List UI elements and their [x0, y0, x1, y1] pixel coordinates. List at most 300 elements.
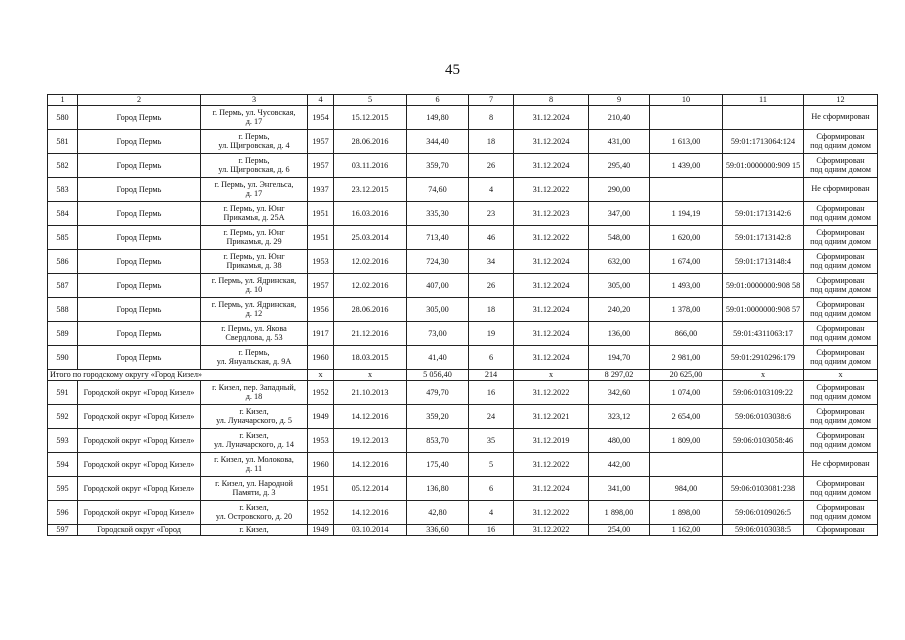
total-value: x [308, 370, 334, 381]
plot-status [804, 130, 878, 154]
address [201, 429, 308, 453]
cell-line: Сформирован [816, 347, 865, 357]
recognition-date: 19.12.2013 [334, 429, 407, 453]
planned-date: 31.12.2024 [514, 477, 589, 501]
area: 713,40 [407, 226, 469, 250]
cell-line: д. 10 [245, 284, 263, 294]
column-number: 11 [723, 95, 804, 106]
value-9: 240,20 [589, 298, 650, 322]
cell-line: ул. Островского, д. 20 [215, 511, 293, 521]
residents: 19 [469, 322, 514, 346]
cell-line: Сформирован [816, 406, 865, 416]
plot-status [804, 429, 878, 453]
row-number: 588 [48, 298, 78, 322]
cell-line: Прикамья, д. 38 [226, 260, 282, 270]
value-9: 1 898,00 [589, 501, 650, 525]
cadastral-number [723, 106, 804, 130]
cell-line: г. Пермь, ул. Энгельса, [214, 179, 294, 189]
table-row [48, 322, 878, 346]
row-number: 591 [48, 381, 78, 405]
cell-line: под одним домом [810, 212, 871, 222]
column-number: 1 [48, 95, 78, 106]
residents: 16 [469, 381, 514, 405]
build-year: 1937 [308, 178, 334, 202]
row-number: 595 [48, 477, 78, 501]
cell-line: Сформирован [816, 251, 865, 261]
plot-status [804, 405, 878, 429]
build-year: 1957 [308, 274, 334, 298]
cell-line: Памяти, д. 3 [232, 487, 276, 497]
cell-line: Сформирован [816, 275, 865, 285]
planned-date: 31.12.2022 [514, 501, 589, 525]
cell-line: Прикамья, д. 29 [226, 236, 282, 246]
value-9: 323,12 [589, 405, 650, 429]
planned-date: 31.12.2024 [514, 250, 589, 274]
table-row [48, 202, 878, 226]
area: 305,00 [407, 298, 469, 322]
area: 74,60 [407, 178, 469, 202]
cadastral-number: 59:06:0103109:22 [723, 381, 804, 405]
cadastral-number: 59:06:0103038:6 [723, 405, 804, 429]
column-number: 7 [469, 95, 514, 106]
municipality: Город Пермь [78, 250, 201, 274]
residents: 34 [469, 250, 514, 274]
table-cell: 336,60 [407, 525, 469, 536]
table-cell: 1949 [308, 525, 334, 536]
value-10: 1 074,00 [650, 381, 723, 405]
recognition-date: 14.12.2016 [334, 405, 407, 429]
municipality: Городской округ «Город Кизел» [78, 429, 201, 453]
address [201, 501, 308, 525]
recognition-date: 28.06.2016 [334, 298, 407, 322]
column-number: 2 [78, 95, 201, 106]
row-number: 592 [48, 405, 78, 429]
table-row [48, 130, 878, 154]
table-row [48, 525, 878, 536]
total-value: 8 297,02 [589, 370, 650, 381]
row-number: 586 [48, 250, 78, 274]
value-9: 548,00 [589, 226, 650, 250]
table-row [48, 429, 878, 453]
table-cell: г. Кизел, [201, 525, 308, 536]
residents: 4 [469, 501, 514, 525]
recognition-date: 14.12.2016 [334, 501, 407, 525]
residents: 46 [469, 226, 514, 250]
value-9: 210,40 [589, 106, 650, 130]
address [201, 322, 308, 346]
cadastral-number: 59:06:0103081:238 [723, 477, 804, 501]
cell-line: Сформирован [816, 203, 865, 213]
table-row [48, 346, 878, 370]
table-row [48, 154, 878, 178]
table-cell: Городской округ «Город [78, 525, 201, 536]
table-row [48, 250, 878, 274]
plot-status [804, 381, 878, 405]
residents: 6 [469, 346, 514, 370]
address [201, 346, 308, 370]
cell-line: ул. Луначарского, д. 5 [216, 415, 292, 425]
planned-date: 31.12.2021 [514, 405, 589, 429]
table-cell: 31.12.2022 [514, 525, 589, 536]
table-cell: 597 [48, 525, 78, 536]
address [201, 274, 308, 298]
cell-line: г. Пермь, ул. Юнг [223, 203, 285, 213]
cell-line: д. 12 [245, 308, 263, 318]
value-9: 442,00 [589, 453, 650, 477]
cell-line: под одним домом [810, 140, 871, 150]
cell-line: г. Пермь, ул. Юнг [223, 227, 285, 237]
area: 175,40 [407, 453, 469, 477]
address [201, 453, 308, 477]
row-number: 582 [48, 154, 78, 178]
value-10: 866,00 [650, 322, 723, 346]
build-year: 1951 [308, 226, 334, 250]
cell-line: под одним домом [810, 391, 871, 401]
build-year: 1957 [308, 154, 334, 178]
address [201, 178, 308, 202]
table-row [48, 106, 878, 130]
residents: 18 [469, 298, 514, 322]
cadastral-number: 59:01:4311063:17 [723, 322, 804, 346]
cell-line: ул. Луначарского, д. 14 [214, 439, 294, 449]
planned-date: 31.12.2019 [514, 429, 589, 453]
residents: 8 [469, 106, 514, 130]
column-number: 12 [804, 95, 878, 106]
row-number: 583 [48, 178, 78, 202]
table-row [48, 381, 878, 405]
cell-line: под одним домом [810, 308, 871, 318]
residents: 26 [469, 274, 514, 298]
cadastral-number: 59:01:1713148:4 [723, 250, 804, 274]
cell-line: Прикамья, д. 25А [223, 212, 285, 222]
build-year: 1951 [308, 202, 334, 226]
residents: 4 [469, 178, 514, 202]
municipality: Город Пермь [78, 130, 201, 154]
table-row [48, 405, 878, 429]
plot-status [804, 202, 878, 226]
build-year: 1953 [308, 250, 334, 274]
value-10: 1 613,00 [650, 130, 723, 154]
build-year: 1952 [308, 381, 334, 405]
municipality: Город Пермь [78, 154, 201, 178]
column-number-row [48, 95, 878, 106]
address [201, 381, 308, 405]
value-10: 1 898,00 [650, 501, 723, 525]
total-row [48, 370, 878, 381]
row-number: 584 [48, 202, 78, 226]
build-year: 1953 [308, 429, 334, 453]
value-10 [650, 453, 723, 477]
total-value: x [723, 370, 804, 381]
value-10: 1 194,19 [650, 202, 723, 226]
housing-register-table [47, 94, 878, 536]
total-value: x [334, 370, 407, 381]
value-10 [650, 178, 723, 202]
cell-line: ул. Щигровская, д. 4 [218, 140, 290, 150]
area: 335,30 [407, 202, 469, 226]
plot-status [804, 346, 878, 370]
area: 136,80 [407, 477, 469, 501]
cell-line: г. Кизел, ул. Народной [215, 478, 293, 488]
build-year: 1954 [308, 106, 334, 130]
planned-date: 31.12.2024 [514, 106, 589, 130]
residents: 6 [469, 477, 514, 501]
area: 149,80 [407, 106, 469, 130]
table-row [48, 477, 878, 501]
cadastral-number [723, 453, 804, 477]
value-9: 342,60 [589, 381, 650, 405]
cadastral-number: 59:06:0109026:5 [723, 501, 804, 525]
total-label: Итого по городскому округу «Город Кизел» [48, 370, 308, 381]
plot-status [804, 154, 878, 178]
recognition-date: 18.03.2015 [334, 346, 407, 370]
cell-line: д. 18 [245, 391, 263, 401]
planned-date: 31.12.2024 [514, 322, 589, 346]
row-number: 585 [48, 226, 78, 250]
value-9: 295,40 [589, 154, 650, 178]
planned-date: 31.12.2024 [514, 130, 589, 154]
row-number: 594 [48, 453, 78, 477]
value-9: 194,70 [589, 346, 650, 370]
address [201, 106, 308, 130]
municipality: Город Пермь [78, 346, 201, 370]
table-cell: 254,00 [589, 525, 650, 536]
cell-line: Сформирован [816, 382, 865, 392]
column-number: 10 [650, 95, 723, 106]
row-number: 593 [48, 429, 78, 453]
cell-line: Сформирован [816, 299, 865, 309]
municipality: Городской округ «Город Кизел» [78, 477, 201, 501]
total-value: 214 [469, 370, 514, 381]
cell-line: г. Кизел, [239, 406, 269, 416]
area: 42,80 [407, 501, 469, 525]
plot-status [804, 274, 878, 298]
cell-line: д. 17 [245, 188, 263, 198]
area: 41,40 [407, 346, 469, 370]
plot-status [804, 322, 878, 346]
residents: 23 [469, 202, 514, 226]
column-number: 3 [201, 95, 308, 106]
column-number: 6 [407, 95, 469, 106]
area: 479,70 [407, 381, 469, 405]
cell-line: Сформирован [816, 478, 865, 488]
value-9: 480,00 [589, 429, 650, 453]
recognition-date: 15.12.2015 [334, 106, 407, 130]
recognition-date: 28.06.2016 [334, 130, 407, 154]
value-9: 347,00 [589, 202, 650, 226]
residents: 26 [469, 154, 514, 178]
plot-status: Не сформирован [804, 453, 878, 477]
value-10: 2 981,00 [650, 346, 723, 370]
row-number: 590 [48, 346, 78, 370]
column-number: 5 [334, 95, 407, 106]
cell-line: г. Пермь, ул. Якова [221, 323, 287, 333]
cadastral-number [723, 178, 804, 202]
build-year: 1957 [308, 130, 334, 154]
municipality: Городской округ «Город Кизел» [78, 501, 201, 525]
cadastral-number: 59:01:0000000:909 15 [723, 154, 804, 178]
cell-line: г. Пермь, [238, 155, 270, 165]
row-number: 589 [48, 322, 78, 346]
area: 344,40 [407, 130, 469, 154]
table-row [48, 226, 878, 250]
cell-line: под одним домом [810, 356, 871, 366]
cell-line: под одним домом [810, 332, 871, 342]
municipality: Городской округ «Город Кизел» [78, 405, 201, 429]
plot-status [804, 226, 878, 250]
recognition-date: 05.12.2014 [334, 477, 407, 501]
value-9: 431,00 [589, 130, 650, 154]
cell-line: г. Кизел, ул. Молокова, [214, 454, 294, 464]
cell-line: Сформирован [816, 502, 865, 512]
planned-date: 31.12.2024 [514, 154, 589, 178]
table-row [48, 274, 878, 298]
cell-line: ул. Януальская, д. 9А [216, 356, 292, 366]
plot-status [804, 298, 878, 322]
municipality: Город Пермь [78, 202, 201, 226]
value-10: 1 620,00 [650, 226, 723, 250]
table-row [48, 298, 878, 322]
cell-line: под одним домом [810, 164, 871, 174]
cell-line: Сформирован [816, 323, 865, 333]
cell-line: г. Кизел, [239, 502, 269, 512]
cell-line: Свердлова, д. 53 [225, 332, 283, 342]
cell-line: под одним домом [810, 511, 871, 521]
area: 359,20 [407, 405, 469, 429]
cell-line: г. Кизел, [239, 430, 269, 440]
value-10: 984,00 [650, 477, 723, 501]
recognition-date: 03.11.2016 [334, 154, 407, 178]
address [201, 130, 308, 154]
table-row [48, 178, 878, 202]
cell-line: под одним домом [810, 415, 871, 425]
recognition-date: 23.12.2015 [334, 178, 407, 202]
planned-date: 31.12.2024 [514, 346, 589, 370]
recognition-date: 14.12.2016 [334, 453, 407, 477]
planned-date: 31.12.2022 [514, 381, 589, 405]
area: 359,70 [407, 154, 469, 178]
cell-line: г. Пермь, [238, 131, 270, 141]
cadastral-number: 59:06:0103058:46 [723, 429, 804, 453]
table-cell: Сформирован [804, 525, 878, 536]
cadastral-number: 59:01:1713142:6 [723, 202, 804, 226]
value-10: 1 809,00 [650, 429, 723, 453]
cell-line: Сформирован [816, 430, 865, 440]
municipality: Город Пермь [78, 274, 201, 298]
build-year: 1949 [308, 405, 334, 429]
residents: 5 [469, 453, 514, 477]
recognition-date: 21.10.2013 [334, 381, 407, 405]
cell-line: Сформирован [816, 131, 865, 141]
page-number: 45 [445, 62, 460, 78]
cell-line: г. Пермь, ул. Юнг [223, 251, 285, 261]
column-number: 8 [514, 95, 589, 106]
planned-date: 31.12.2024 [514, 274, 589, 298]
cell-line: под одним домом [810, 284, 871, 294]
address [201, 250, 308, 274]
planned-date: 31.12.2023 [514, 202, 589, 226]
plot-status [804, 250, 878, 274]
municipality: Город Пермь [78, 226, 201, 250]
residents: 24 [469, 405, 514, 429]
cell-line: г. Пермь, ул. Ядринская, [211, 275, 297, 285]
cell-line: г. Кизел, пер. Западный, [212, 382, 296, 392]
cell-line: Сформирован [816, 227, 865, 237]
total-value: 5 056,40 [407, 370, 469, 381]
build-year: 1951 [308, 477, 334, 501]
total-value: x [804, 370, 878, 381]
address [201, 298, 308, 322]
row-number: 581 [48, 130, 78, 154]
value-9: 632,00 [589, 250, 650, 274]
municipality: Город Пермь [78, 106, 201, 130]
residents: 18 [469, 130, 514, 154]
value-10: 1 439,00 [650, 154, 723, 178]
table-cell: 1 162,00 [650, 525, 723, 536]
address [201, 202, 308, 226]
recognition-date: 21.12.2016 [334, 322, 407, 346]
municipality: Город Пермь [78, 298, 201, 322]
cell-line: Сформирован [816, 155, 865, 165]
area: 73,00 [407, 322, 469, 346]
table-cell: 03.10.2014 [334, 525, 407, 536]
value-10: 1 378,00 [650, 298, 723, 322]
cell-line: ул. Щигровская, д. 6 [218, 164, 290, 174]
plot-status [804, 477, 878, 501]
cadastral-number: 59:01:1713142:8 [723, 226, 804, 250]
planned-date: 31.12.2022 [514, 226, 589, 250]
address [201, 477, 308, 501]
build-year: 1917 [308, 322, 334, 346]
column-number: 9 [589, 95, 650, 106]
cell-line: под одним домом [810, 236, 871, 246]
table-row [48, 453, 878, 477]
plot-status: Не сформирован [804, 106, 878, 130]
cell-line: под одним домом [810, 260, 871, 270]
area: 724,30 [407, 250, 469, 274]
build-year: 1952 [308, 501, 334, 525]
build-year: 1960 [308, 453, 334, 477]
municipality: Городской округ «Город Кизел» [78, 381, 201, 405]
value-10: 1 493,00 [650, 274, 723, 298]
cell-line: под одним домом [810, 487, 871, 497]
row-number: 580 [48, 106, 78, 130]
build-year: 1960 [308, 346, 334, 370]
recognition-date: 12.02.2016 [334, 250, 407, 274]
planned-date: 31.12.2024 [514, 298, 589, 322]
table-cell: 16 [469, 525, 514, 536]
cadastral-number: 59:01:1713064:124 [723, 130, 804, 154]
planned-date: 31.12.2022 [514, 453, 589, 477]
build-year: 1956 [308, 298, 334, 322]
recognition-date: 12.02.2016 [334, 274, 407, 298]
cadastral-number: 59:01:2910296:179 [723, 346, 804, 370]
planned-date: 31.12.2022 [514, 178, 589, 202]
address [201, 226, 308, 250]
cadastral-number: 59:01:0000000:908 58 [723, 274, 804, 298]
value-10: 2 654,00 [650, 405, 723, 429]
municipality: Город Пермь [78, 178, 201, 202]
plot-status [804, 501, 878, 525]
value-9: 341,00 [589, 477, 650, 501]
area: 853,70 [407, 429, 469, 453]
address [201, 405, 308, 429]
recognition-date: 16.03.2016 [334, 202, 407, 226]
cell-line: г. Пермь, ул. Ядринская, [211, 299, 297, 309]
table-cell: 59:06:0103038:5 [723, 525, 804, 536]
total-value: 20 625,00 [650, 370, 723, 381]
area: 407,00 [407, 274, 469, 298]
